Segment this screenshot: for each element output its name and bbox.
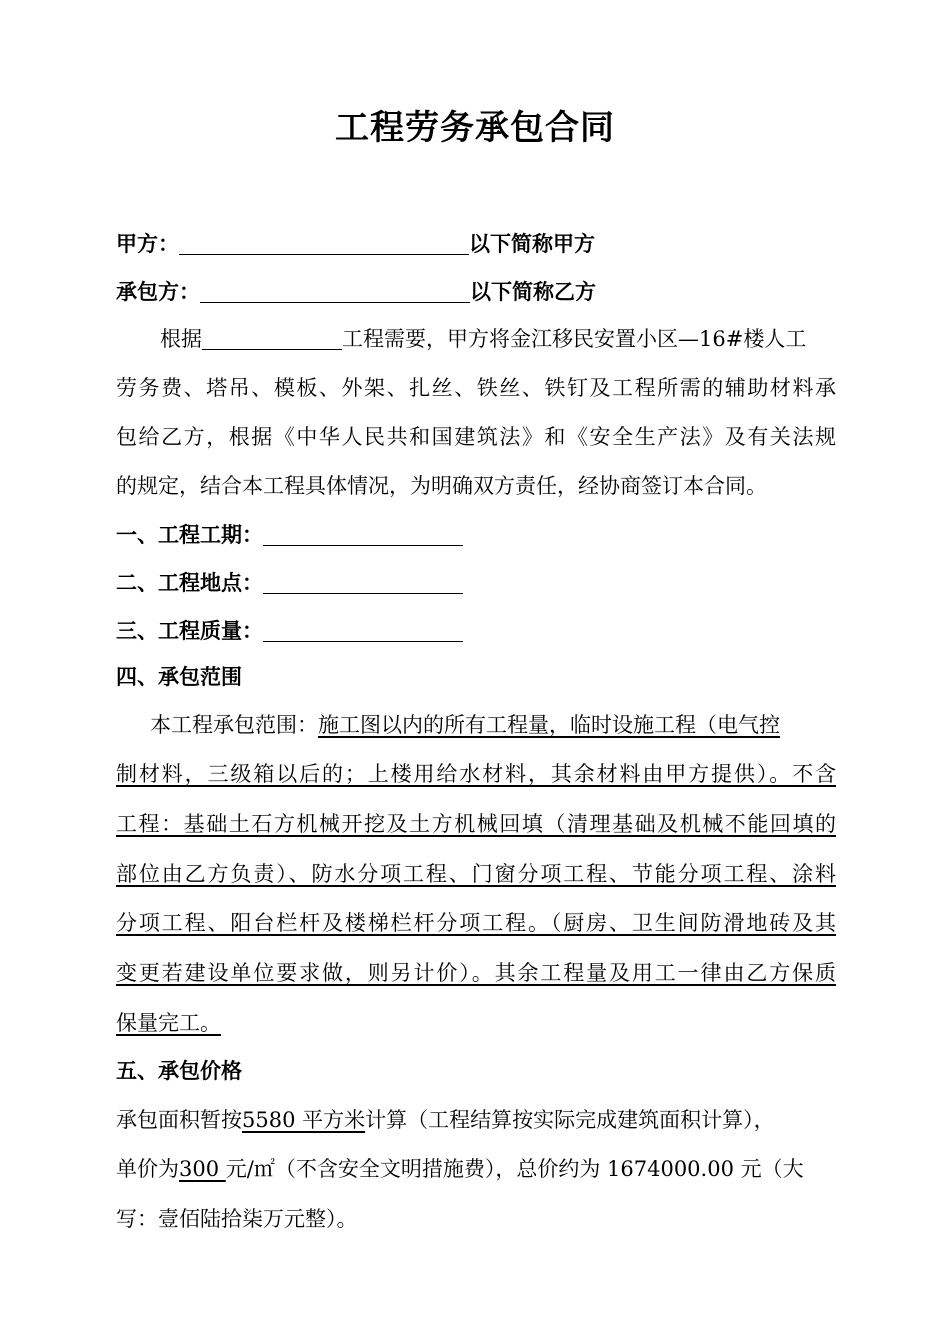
project-name-blank[interactable]	[202, 327, 342, 350]
scope-text: 施工图以内的所有工程量，临时设施工程（电气控	[318, 713, 780, 737]
section-3-line	[116, 616, 836, 646]
section-4-heading: 四、承包范围	[116, 665, 242, 689]
intro-line-1	[116, 324, 836, 354]
scope-line-7: 保量完工。	[116, 1011, 221, 1035]
section-2-line	[116, 568, 836, 598]
page-title: 工程劳务承包合同	[335, 108, 615, 148]
party-a-line	[116, 229, 836, 259]
party-a-suffix: 以下简称甲方	[469, 232, 595, 256]
scope-line-1	[116, 710, 836, 740]
price-text-4: （不含安全文明措施费），总价约为 1674000.00 元（大	[274, 1157, 804, 1181]
party-a-label: 甲方：	[116, 232, 179, 256]
party-b-suffix: 以下简称乙方	[470, 280, 596, 304]
party-b-label: 承包方：	[116, 280, 200, 304]
section-3-blank[interactable]	[263, 619, 463, 642]
party-a-blank[interactable]	[179, 232, 469, 255]
price-text-1: 承包面积暂按	[116, 1108, 242, 1132]
section-1-label: 一、工程工期：	[116, 523, 263, 547]
price-line-2	[116, 1154, 836, 1184]
price-text-2: 计算（工程结算按实际完成建筑面积计算），	[365, 1108, 775, 1132]
intro-line-2: 劳务费、塔吊、模板、外架、扎丝、铁丝、铁钉及工程所需的辅助材料承	[116, 376, 836, 400]
scope-line-5: 分项工程、阳台栏杆及楼梯栏杆分项工程。（厨房、卫生间防滑地砖及其	[116, 911, 836, 935]
unit-text: 元/㎡	[225, 1157, 275, 1181]
intro-lead: 根据	[160, 327, 202, 351]
party-b-line	[116, 277, 836, 307]
intro-line-4: 的规定，结合本工程具体情况，为明确双方责任，经协商签订本合同。	[116, 474, 767, 498]
price-line-1	[116, 1105, 836, 1135]
section-3-label: 三、工程质量：	[116, 619, 263, 643]
scope-lead: 本工程承包范围：	[150, 713, 318, 737]
party-b-blank[interactable]	[200, 280, 470, 303]
unit-price-value: 300	[179, 1157, 226, 1181]
section-2-blank[interactable]	[263, 571, 463, 594]
scope-line-2: 制材料，三级箱以后的；上楼用给水材料，其余材料由甲方提供）。不含	[116, 762, 836, 786]
scope-line-3: 工程：基础土石方机械开挖及土方机械回填（清理基础及机械不能回填的	[116, 812, 836, 836]
area-value: 5580 平方米	[242, 1108, 366, 1132]
section-1-line	[116, 520, 836, 550]
price-text-3: 单价为	[116, 1157, 179, 1181]
scope-line-6: 变更若建设单位要求做，则另计价）。其余工程量及用工一律由乙方保质	[116, 961, 836, 985]
section-1-blank[interactable]	[263, 523, 463, 546]
section-5-heading: 五、承包价格	[116, 1059, 242, 1083]
intro-line-3: 包给乙方，根据《中华人民共和国建筑法》和《安全生产法》及有关法规	[116, 425, 836, 449]
scope-line-4: 部位由乙方负责）、防水分项工程、门窗分项工程、节能分项工程、涂料	[116, 862, 836, 886]
intro-rest: 工程需要，甲方将金江移民安置小区—16#楼人工	[342, 327, 807, 351]
section-2-label: 二、工程地点：	[116, 571, 263, 595]
price-line-3: 写：壹佰陆拾柒万元整）。	[116, 1207, 358, 1231]
